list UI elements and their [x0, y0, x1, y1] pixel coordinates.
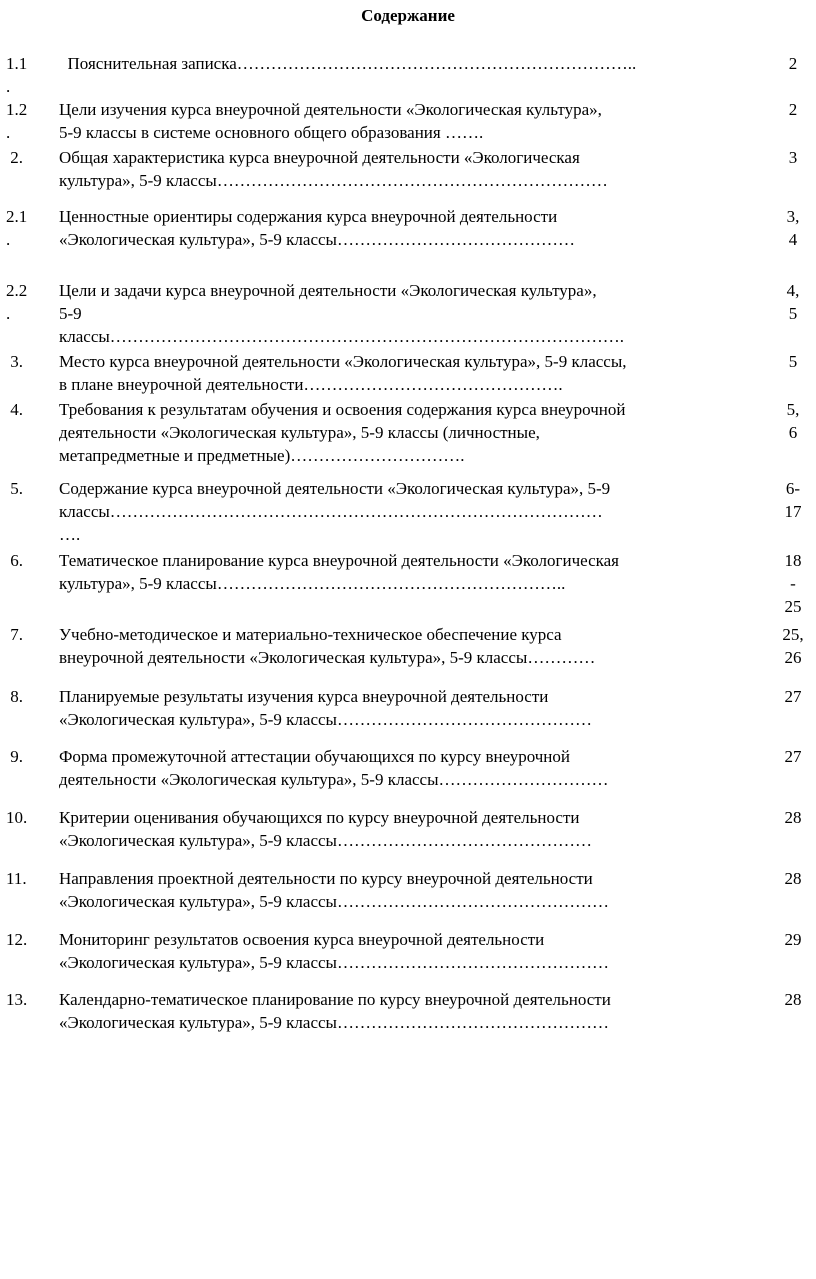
toc-entry-text: Учебно-методическое и материально-техническое обеспечение курса внеурочной деятельности «Экологическая культура», 5-9 классы………… [59, 625, 596, 667]
toc-entry-text: Мониторинг результатов освоения курса внеурочной деятельности «Экологическая культура», 5-9 классы………………………………………… [59, 930, 609, 972]
toc-entry-number: 13. [6, 990, 28, 1009]
toc-entry-page: 27 [784, 687, 802, 706]
toc-entry-page: 2 [788, 100, 798, 119]
toc-entry-page: 5 [788, 352, 798, 371]
toc-entry-number: 11. [6, 869, 27, 888]
toc-entry-text: Содержание курса внеурочной деятельности «Экологическая культура», 5-9 классы…………………………………………………………………………… …. [59, 479, 611, 544]
toc-entry-number: 3. [6, 352, 23, 371]
toc-entry-page: 3 [788, 148, 798, 167]
toc-entry-text: Форма промежуточной аттестации обучающихся по курсу внеурочной деятельности «Экологическая культура», 5-9 классы………………………… [59, 747, 609, 789]
toc-entry-text: Планируемые результаты изучения курса внеурочной деятельности «Экологическая культура», 5-9 классы……………………………………… [59, 687, 592, 729]
toc-entry-number: 2. [6, 148, 23, 167]
toc-entry-number: 8. [6, 687, 23, 706]
toc-entry-page: 28 [784, 808, 802, 827]
toc-entry-page: 2 [788, 54, 798, 73]
toc-entry-number: 12. [6, 930, 28, 949]
toc-entry-page: 3, 4 [786, 207, 800, 249]
toc-entry-page: 25, 26 [782, 625, 804, 667]
toc-entry-page: 28 [784, 869, 802, 888]
toc-entry-page: 5, 6 [786, 400, 800, 442]
toc-entry-number: 9. [6, 747, 23, 766]
toc-entry-page: 4, 5 [786, 281, 800, 323]
toc-entry-text: Тематическое планирование курса внеурочной деятельности «Экологическая культура», 5-9 классы…………………………………………………….. [59, 551, 619, 593]
toc-entry-page: 28 [784, 990, 802, 1009]
toc-entry-text: Направления проектной деятельности по курсу внеурочной деятельности «Экологическая культура», 5-9 классы………………………………………… [59, 869, 609, 911]
toc-entry-page: 29 [784, 930, 802, 949]
toc-entry-text: Общая характеристика курса внеурочной деятельности «Экологическая культура», 5-9 классы…………………………………………………………… [59, 148, 608, 190]
toc-entry-number: 2.1 . [6, 207, 28, 249]
toc-entry-number: 5. [6, 479, 23, 498]
toc-entry-number: 4. [6, 400, 23, 419]
toc-entry-number: 6. [6, 551, 23, 570]
toc-entry-text: Место курса внеурочной деятельности «Экологическая культура», 5-9 классы, в плане внеурочной деятельности………………………………………. [59, 352, 627, 394]
toc-entry-number: 1.1 . [6, 54, 28, 96]
toc-entry-text: Пояснительная записка…………………………………………………………….. [59, 54, 637, 73]
toc-entry-page: 27 [784, 747, 802, 766]
toc-entry-text: Календарно-тематическое планирование по курсу внеурочной деятельности «Экологическая культура», 5-9 классы………………………………………… [59, 990, 611, 1032]
toc-entry-text: Цели изучения курса внеурочной деятельности «Экологическая культура», 5-9 классы в системе основного общего образования ……. [59, 100, 602, 142]
toc-entry-number: 1.2 . [6, 100, 28, 142]
toc-entry-number: 10. [6, 808, 28, 827]
toc-entry-page: 18 - 25 [784, 551, 802, 616]
toc-entry-text: Требования к результатам обучения и освоения содержания курса внеурочной деятельности «Экологическая культура», 5-9 классы (личностные, метапредметные и предметные)…………………………. [59, 400, 626, 465]
toc-entry-number: 2.2 . [6, 281, 28, 323]
toc-entry-page: 6- 17 [784, 479, 802, 521]
toc-entry-text: Критерии оценивания обучающихся по курсу внеурочной деятельности «Экологическая культура», 5-9 классы……………………………………… [59, 808, 592, 850]
toc-entry-number: 7. [6, 625, 23, 644]
toc-entry-text: Ценностные ориентиры содержания курса внеурочной деятельности «Экологическая культура», 5-9 классы…………………………………… [59, 207, 575, 249]
toc-entry-text: Цели и задачи курса внеурочной деятельности «Экологическая культура», 5-9 классы………………………………………………………………………………. [59, 281, 625, 346]
toc-title: Содержание [361, 6, 455, 25]
